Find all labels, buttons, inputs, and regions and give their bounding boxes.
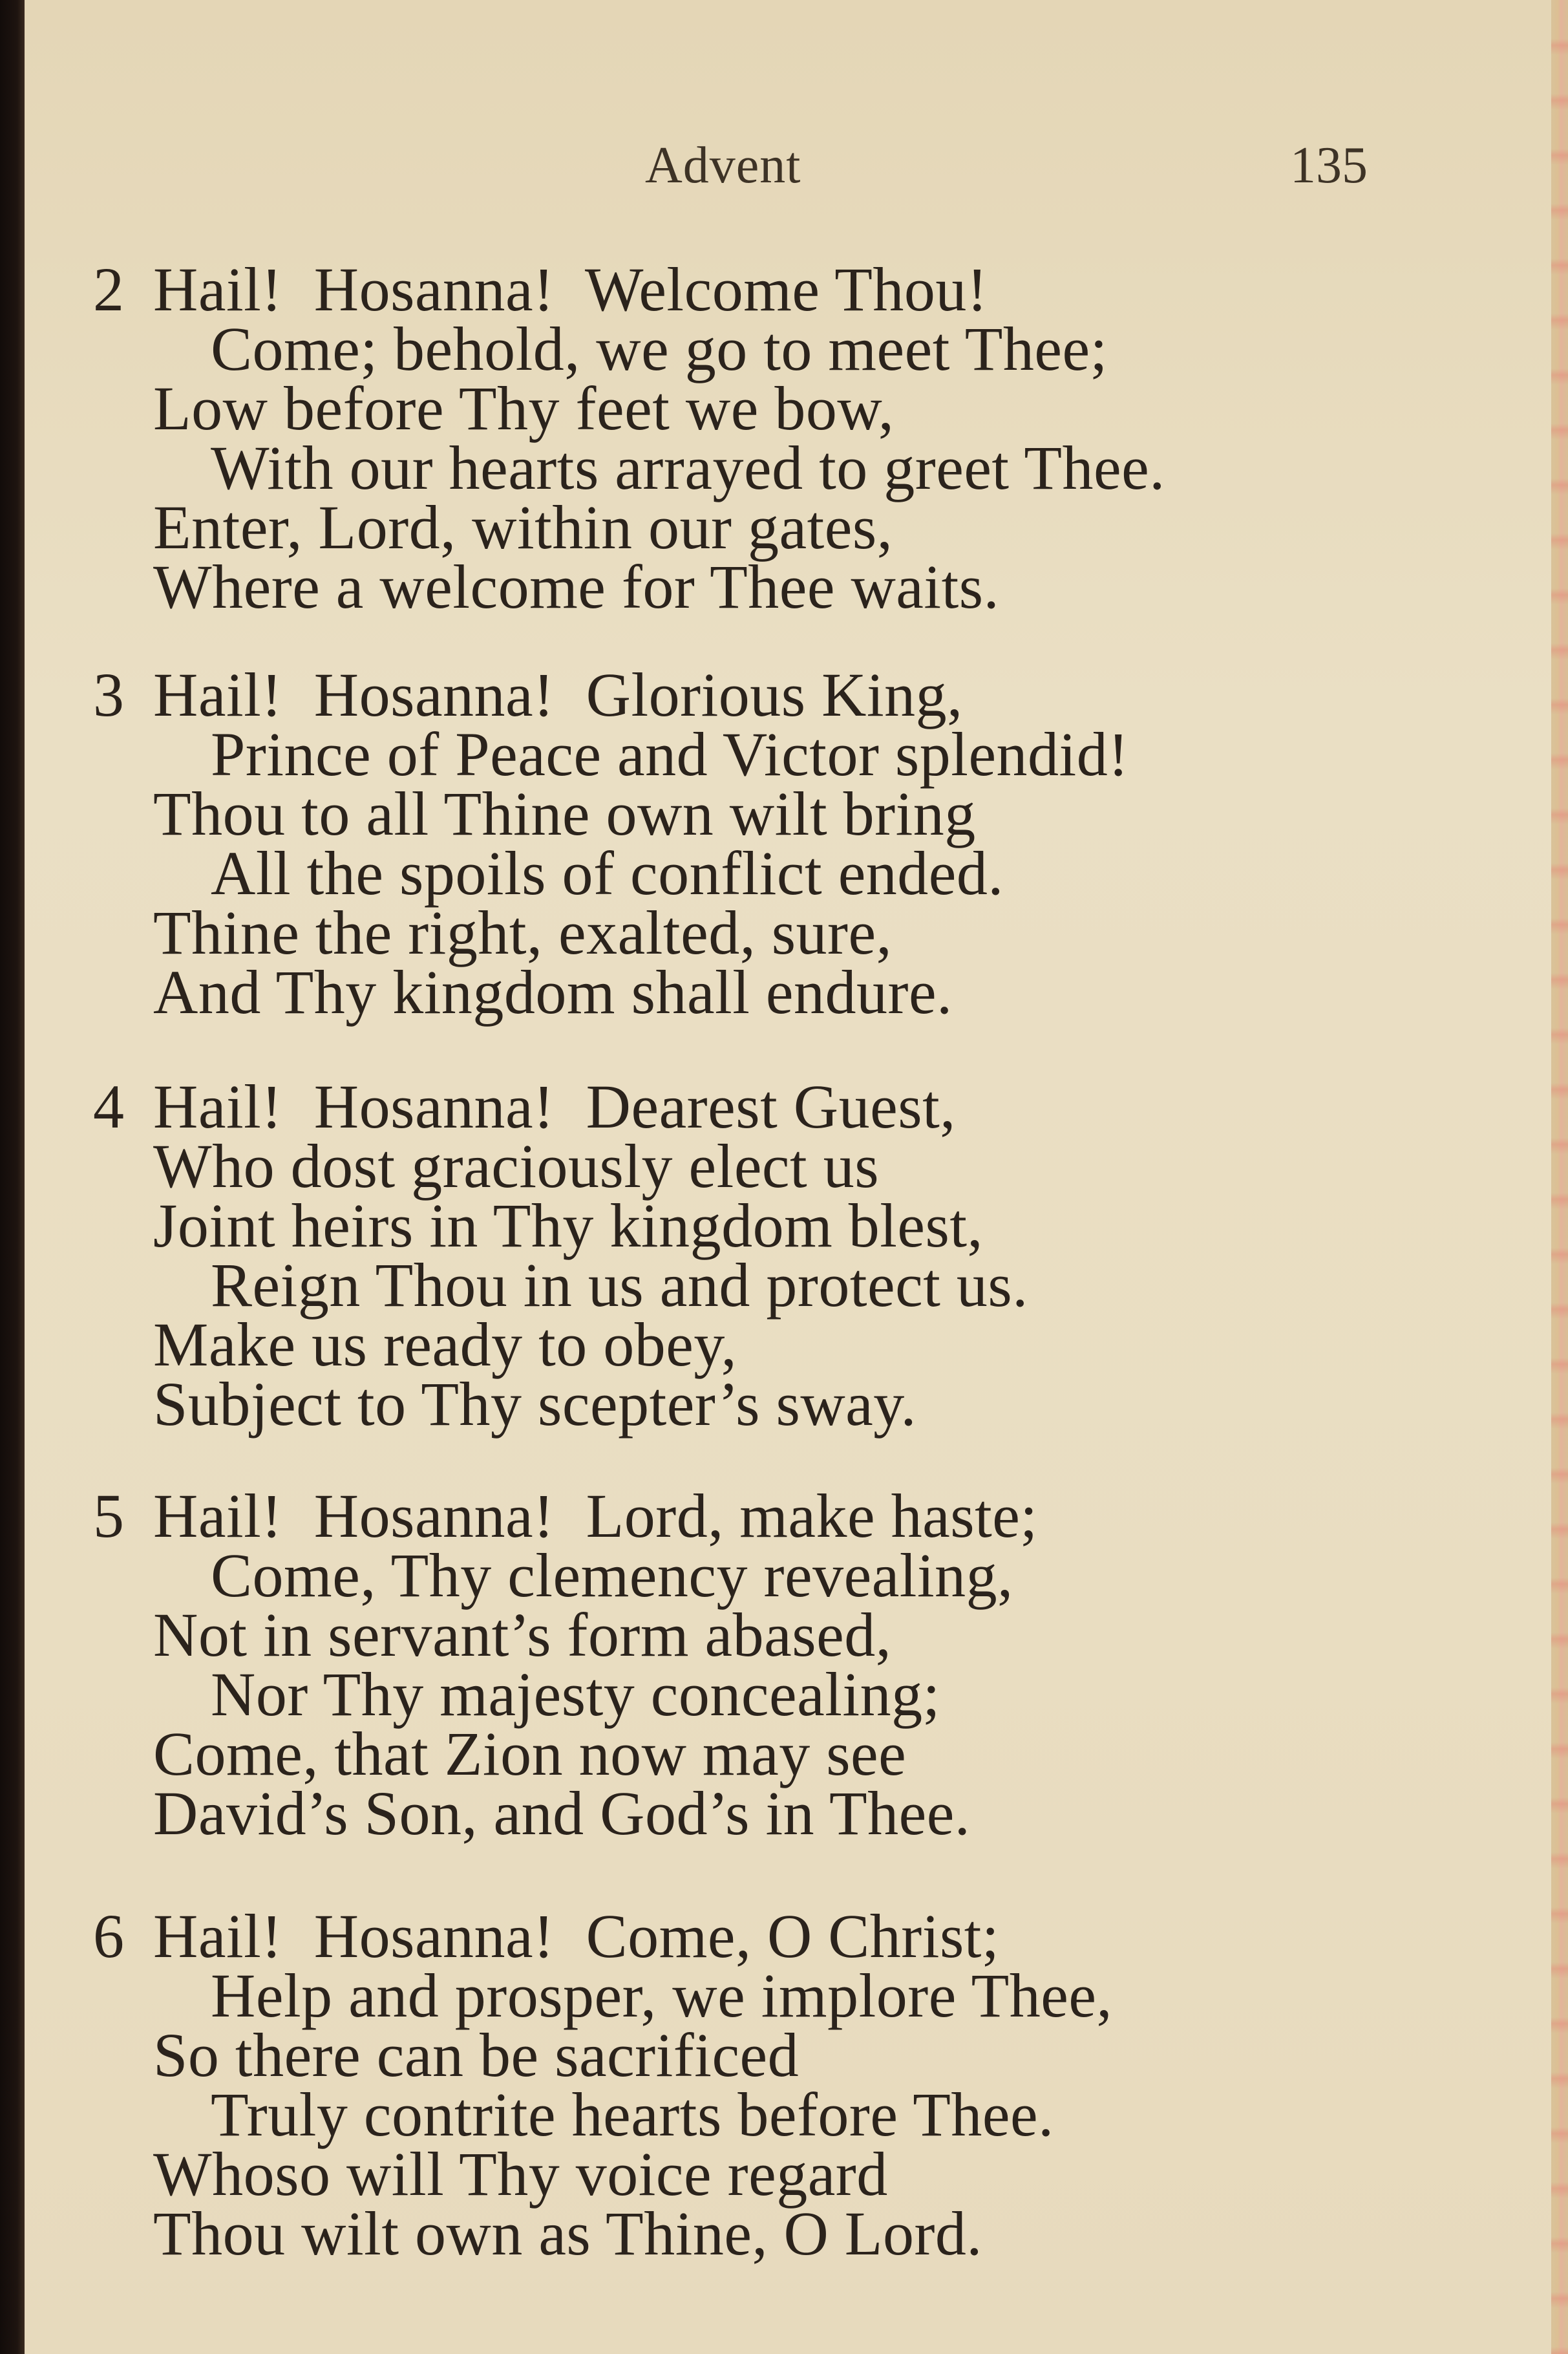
verse-line: So there can be sacrificed (153, 2020, 800, 2090)
section-title: Advent (645, 137, 801, 194)
verse-line: Help and prosper, we implore Thee, (211, 1961, 1112, 2030)
book-spine-shadow (0, 0, 25, 2354)
verse-line: Come, that Zion now may see (153, 1719, 907, 1788)
verse-line: David’s Son, and God’s in Thee. (153, 1779, 971, 1848)
verse-line: Enter, Lord, within our gates, (153, 493, 893, 562)
verse-line: Hail! Hosanna! Come, O Christ; (153, 1901, 1000, 1971)
verse-line: Where a welcome for Thee waits. (153, 552, 1000, 621)
verse-line: Hail! Hosanna! Dearest Guest, (153, 1072, 956, 1141)
running-head (0, 133, 1568, 198)
verse-line: Hail! Hosanna! Welcome Thou! (153, 255, 988, 324)
stanza-number: 6 (93, 1901, 124, 1971)
verse-line: Truly contrite hearts before Thee. (211, 2080, 1054, 2149)
verse-line: Come, Thy clemency revealing, (211, 1541, 1013, 1610)
verse-line: Make us ready to obey, (153, 1310, 737, 1379)
verse-line: Subject to Thy scepter’s sway. (153, 1369, 917, 1439)
verse-line: Thou wilt own as Thine, O Lord. (153, 2199, 982, 2268)
verse-line: Prince of Peace and Victor splendid! (211, 720, 1129, 789)
stanza-number: 4 (93, 1072, 124, 1141)
verse-line: With our hearts arrayed to greet Thee. (211, 433, 1165, 502)
verse-line: Reign Thou in us and protect us. (211, 1250, 1028, 1320)
verse-line: Hail! Hosanna! Glorious King, (153, 660, 963, 729)
verse-line: Hail! Hosanna! Lord, make haste; (153, 1481, 1038, 1550)
verse-line: All the spoils of conflict ended. (211, 839, 1004, 908)
verse-line: And Thy kingdom shall endure. (153, 958, 953, 1027)
stanza-number: 2 (93, 255, 124, 324)
verse-line: Come; behold, we go to meet Thee; (211, 314, 1108, 383)
verse-line: Not in servant’s form abased, (153, 1600, 892, 1669)
verse-line: Nor Thy majesty concealing; (211, 1660, 940, 1729)
stanza-number: 3 (93, 660, 124, 729)
page-fore-edge (1551, 0, 1568, 2354)
verse-line: Thou to all Thine own wilt bring (153, 779, 976, 848)
verse-line: Whoso will Thy voice regard (153, 2139, 888, 2209)
verse-line: Low before Thy feet we bow, (153, 374, 895, 443)
page-number: 135 (1290, 137, 1368, 194)
verse-line: Thine the right, exalted, sure, (153, 898, 893, 967)
stanza-number: 5 (93, 1481, 124, 1550)
verse-line: Joint heirs in Thy kingdom blest, (153, 1191, 984, 1260)
verse-line: Who dost graciously elect us (153, 1131, 880, 1201)
